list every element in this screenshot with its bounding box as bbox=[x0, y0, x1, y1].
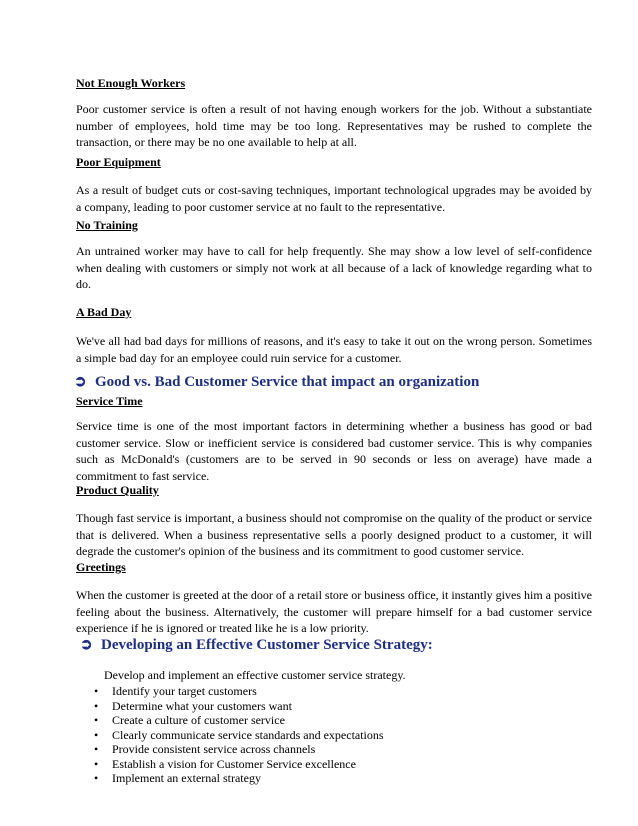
bullet-icon: • bbox=[94, 727, 99, 742]
bullet-icon: • bbox=[94, 756, 99, 771]
section-body: When the customer is greeted at the door of a retail store or business office, it instantly gives him a positive feeling about the business. Alternatively, the customer will prepare himself for a bad customer service experience if he is ignored or treated like he is a low priority. bbox=[76, 588, 592, 635]
major-heading-title: Good vs. Bad Customer Service that impact an organization bbox=[95, 374, 480, 390]
section-service-time bbox=[76, 394, 592, 484]
bullet-icon: • bbox=[94, 742, 99, 756]
bullet-icon: • bbox=[94, 771, 99, 785]
section-heading: Greetings bbox=[76, 560, 126, 574]
list-item: • Implement an external strategy bbox=[94, 771, 261, 785]
section-heading: Product Quality bbox=[76, 483, 159, 497]
section-body: Though fast service is important, a business should not compromise on the quality of the product or service that is delivered. When a business representative sells a poorly designed product to a customer, it will degrade the customer's opinion of the business and its commitment to good customer service. bbox=[76, 511, 592, 558]
section-body: As a result of budget cuts or cost-saving techniques, important technological upgrades may be avoided by a company, leading to poor customer service at no fault to the representative. bbox=[76, 183, 592, 214]
list-item: • Clearly communicate service standards and expectations bbox=[94, 727, 384, 742]
major-heading-title: Developing an Effective Customer Service Strategy: bbox=[101, 637, 433, 653]
arrow-icon: ➲ bbox=[74, 374, 87, 390]
section-body: An untrained worker may have to call for help frequently. She may show a low level of self-confidence when dealing with customers or simply not work at all because of a lack of knowledge regarding what to do. bbox=[76, 244, 592, 291]
strategy-bullet-list bbox=[92, 684, 384, 786]
section-heading: Service Time bbox=[76, 394, 143, 408]
section-heading: No Training bbox=[76, 218, 138, 232]
section-body: Service time is one of the most important factors in determining whether a business has good or bad customer service. Slow or inefficient service is considered bad customer service. This is why companies such as McDonald's (customers are to be served in 90 seconds or less on average) have made a commitment to fast service. bbox=[76, 419, 592, 483]
section-body: Poor customer service is often a result of not having enough workers for the job. Without a substantiate number of employees, hold time may be too long. Representatives may be rushed to complete the transaction, or there may be no one available to help at all. bbox=[76, 102, 592, 149]
list-item: • Determine what your customers want bbox=[94, 698, 292, 713]
section-no-training bbox=[76, 218, 592, 293]
section-product-quality bbox=[76, 483, 592, 560]
major-heading-good-vs-bad bbox=[74, 373, 479, 391]
list-item: • Identify your target customers bbox=[94, 684, 257, 698]
bullet-icon: • bbox=[94, 684, 99, 698]
section-heading: Poor Equipment bbox=[76, 155, 161, 169]
section-greetings bbox=[76, 560, 592, 637]
bullet-icon: • bbox=[94, 698, 99, 713]
strategy-intro: Develop and implement an effective customer service strategy. bbox=[104, 668, 406, 682]
list-item: • Create a culture of customer service bbox=[94, 713, 285, 727]
section-a-bad-day bbox=[76, 305, 592, 366]
list-item: • Provide consistent service across channels bbox=[94, 742, 316, 756]
section-poor-equipment bbox=[76, 155, 592, 215]
bullet-icon: • bbox=[94, 713, 99, 727]
section-heading: Not Enough Workers bbox=[76, 76, 186, 90]
section-heading: A Bad Day bbox=[76, 305, 132, 319]
major-heading-strategy bbox=[80, 636, 433, 654]
arrow-icon: ➲ bbox=[80, 637, 93, 653]
section-not-enough-workers bbox=[76, 76, 592, 151]
list-item: • Establish a vision for Customer Service excellence bbox=[94, 756, 356, 771]
section-body: We've all had bad days for millions of reasons, and it's easy to take it out on the wrong person. Sometimes a simple bad day for an employee could ruin service for a customer. bbox=[76, 334, 592, 365]
